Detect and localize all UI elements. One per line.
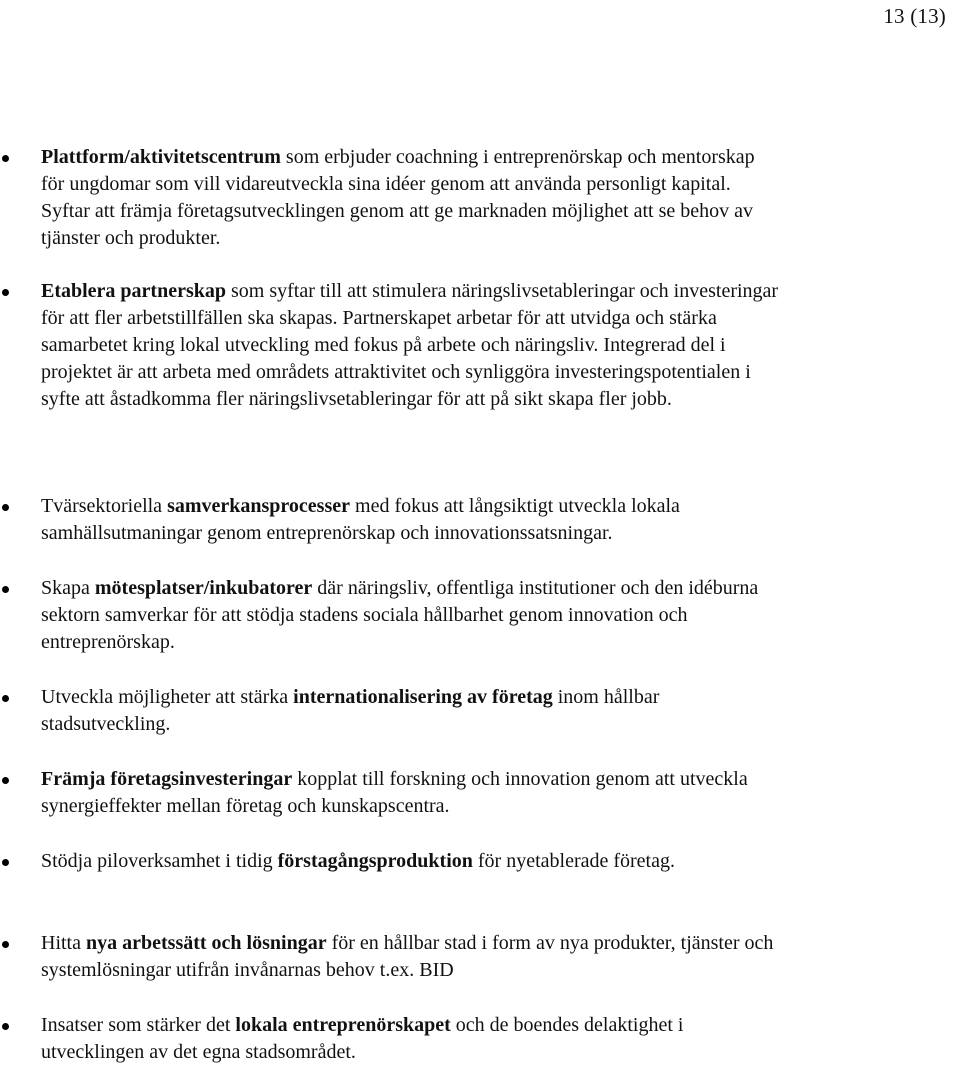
item-text-before: Utveckla möjligheter att stärka: [41, 686, 294, 708]
list-item-text: [41, 930, 781, 984]
item-keyword: Etablera partnerskap: [41, 280, 226, 302]
page-number: 13 (13): [883, 4, 946, 28]
list-item-text: [41, 493, 781, 547]
bullet-icon: [2, 504, 9, 511]
item-text-after: med fokus att långsiktigt utveckla lokala samhällsutmaningar genom entreprenörskap och innovationssatsningar.: [41, 495, 680, 544]
item-keyword: nya arbetssätt och lösningar: [86, 932, 327, 954]
item-text-after: som erbjuder coachning i entreprenörskap och mentorskap för ungdomar som vill vidareutveckla sina idéer genom att använda personligt kapital. Syftar att främja företagsutvecklingen genom att ge marknaden möjlighet att se behov av tjänster och produkter.: [41, 146, 755, 249]
item-keyword: förstagångsproduktion: [277, 850, 473, 872]
item-text-after: för en hållbar stad i form av nya produkter, tjänster och systemlösningar utifrån invånarnas behov t.ex. BID: [41, 932, 774, 981]
item-keyword: lokala entreprenörskapet: [235, 1014, 451, 1036]
item-text-before: Skapa: [41, 577, 95, 599]
item-text-before: Hitta: [41, 932, 86, 954]
bullet-icon: [2, 289, 9, 296]
item-text-before: Insatser som stärker det: [41, 1014, 236, 1036]
bullet-icon: [2, 695, 9, 702]
item-keyword: mötesplatser/inkubatorer: [94, 577, 313, 599]
item-keyword: Plattform/aktivitetscentrum: [41, 146, 281, 168]
list-item-text: [41, 766, 781, 820]
item-keyword: Främja företagsinvesteringar: [41, 768, 293, 790]
list-item-text: [41, 1012, 781, 1066]
bullet-icon: [2, 155, 9, 162]
bullet-icon: [2, 859, 9, 866]
list-item-text: [41, 575, 781, 656]
item-text-after: som syftar till att stimulera näringslivsetableringar och investeringar för att fler arbetstillfällen ska skapas. Partnerskapet arbetar för att utvidga och stärka samarbetet kring lokal utveckling med fokus på arbete och näringsliv. Integrerad del i projektet är att arbeta med områdets attraktivitet och synliggöra investeringspotentialen i syfte att åstadkomma fler näringslivsetableringar för att på sikt skapa fler jobb.: [41, 280, 779, 410]
list-item-text: [41, 278, 781, 413]
bullet-icon: [2, 941, 9, 948]
item-text-before: Stödja piloverksamhet i tidig: [41, 850, 278, 872]
list-item-text: [41, 848, 781, 875]
bullet-icon: [2, 1023, 9, 1030]
item-text-after: inom hållbar stadsutveckling.: [41, 686, 660, 735]
item-text-after: där näringsliv, offentliga institutioner och den idéburna sektorn samverkar för att stödja stadens sociala hållbarhet genom innovation och entreprenörskap.: [41, 577, 759, 653]
item-text-after: och de boendes delaktighet i utvecklingen av det egna stadsområdet.: [41, 1014, 684, 1063]
bullet-icon: [2, 777, 9, 784]
item-text-before: Tvärsektoriella: [41, 495, 168, 517]
item-keyword: internationalisering av företag: [293, 686, 553, 708]
item-text-after: kopplat till forskning och innovation genom att utveckla synergieffekter mellan företag och kunskapscentra.: [41, 768, 748, 817]
list-item-text: [41, 144, 781, 252]
list-item-text: [41, 684, 781, 738]
item-keyword: samverkansprocesser: [167, 495, 351, 517]
item-text-after: för nyetablerade företag.: [472, 850, 675, 872]
bullet-icon: [2, 586, 9, 593]
